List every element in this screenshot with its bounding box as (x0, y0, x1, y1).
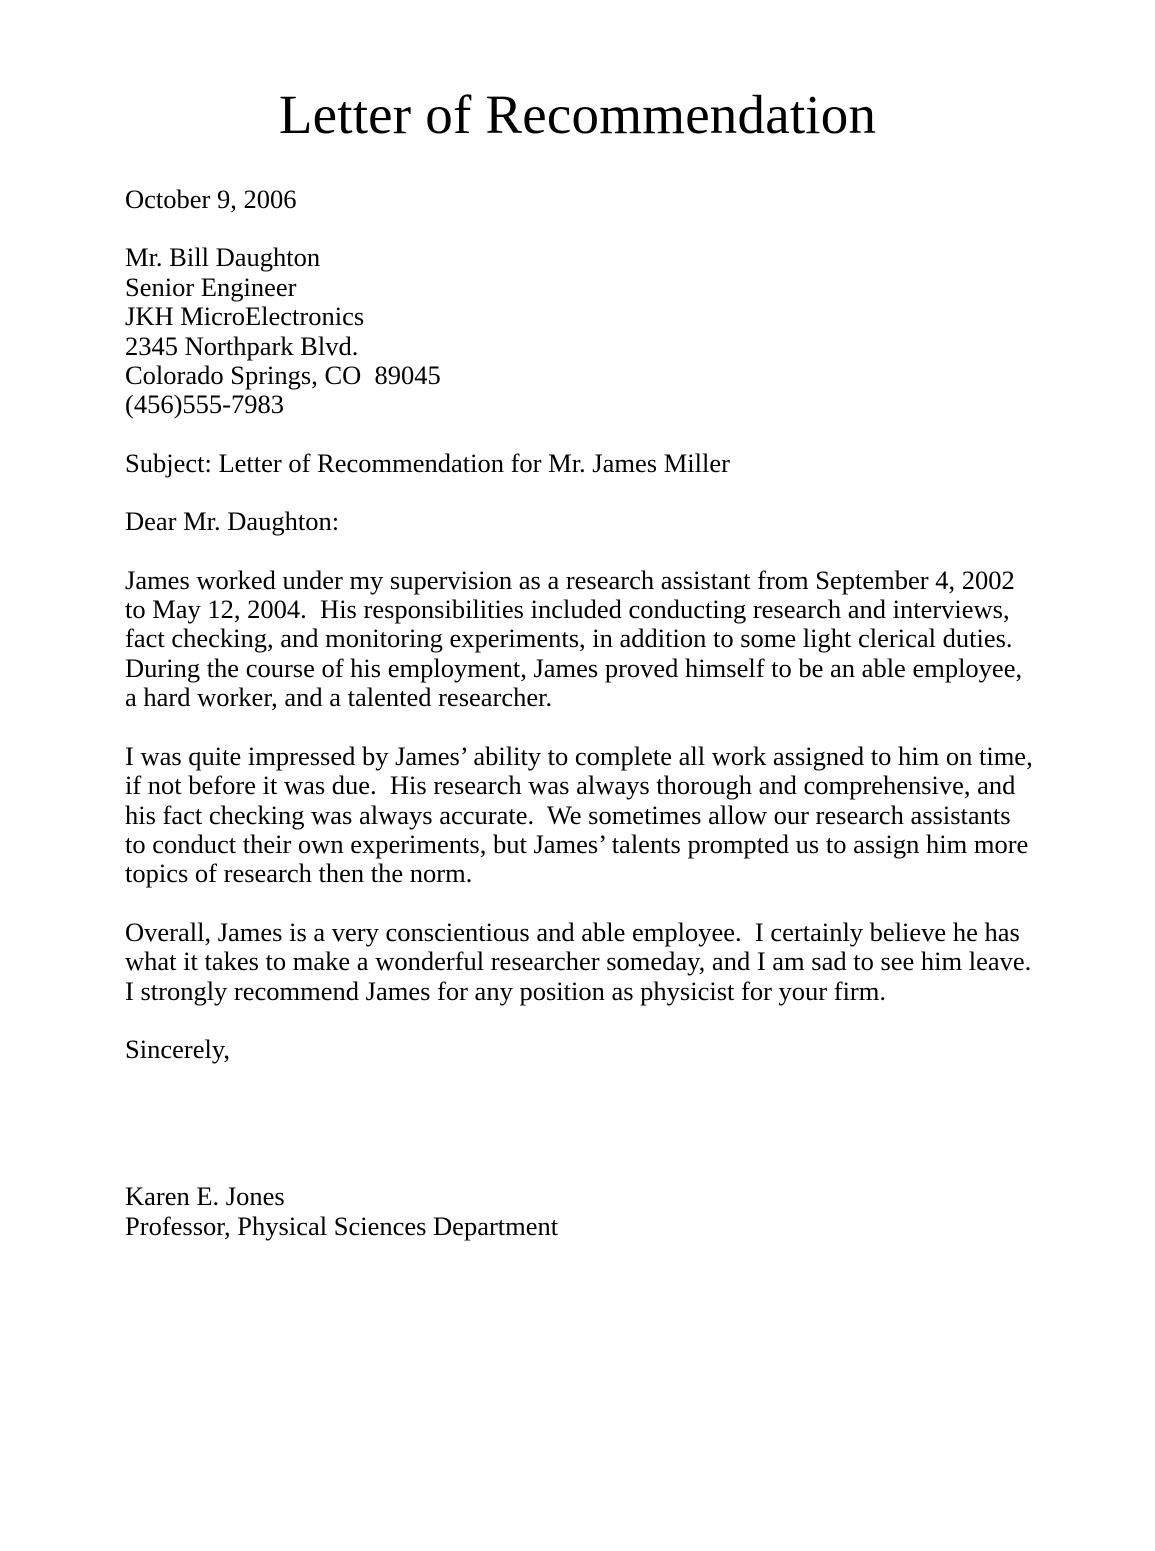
letter-date: October 9, 2006 (125, 184, 297, 214)
letter-content (125, 184, 1045, 1241)
body-paragraph-1: James worked under my supervision as a research assistant from September 4, 2002 to May 12, 2004. His responsibilities included conducting research and interviews, fact checking, and monitoring experiments, in addition to some light clerical duties. During the course of his employment, James proved himself to be an able employee, a hard worker, and a talented researcher. (125, 564, 1029, 713)
salutation: Dear Mr. Daughton: (125, 506, 340, 537)
recipient-company: JKH MicroElectronics (125, 301, 365, 332)
closing-salutation: Sincerely, (125, 1033, 230, 1064)
subject-line: Subject: Letter of Recommendation for Mr. James Miller (125, 447, 730, 478)
signer-name: Karen E. Jones (125, 1181, 285, 1212)
signature-space (125, 1064, 1035, 1182)
recipient-name: Mr. Bill Daughton (125, 242, 321, 273)
recipient-city-state-zip: Colorado Springs, CO 89045 (125, 360, 441, 391)
recipient-job-title: Senior Engineer (125, 271, 297, 302)
recipient-street: 2345 Northpark Blvd. (125, 330, 359, 361)
body-paragraph-3: Overall, James is a very conscientious and able employee. I certainly believe he has what it takes to make a wonderful researcher someday, and I am sad to see him leave. I strongly recommend James for any position as physicist for your firm. (125, 916, 1045, 1006)
body-paragraph-2: I was quite impressed by James’ ability to complete all work assigned to him on time, if not before it was due. His research was always thorough and comprehensive, and his fact checking was always accurate. We sometimes allow our research assistants to conduct their own experiments, but James’ talents prompted us to assign him more topics of research then the norm. (125, 740, 1040, 889)
page-title: Letter of Recommendation (278, 84, 877, 145)
signer-block (125, 1182, 1035, 1241)
signer-title: Professor, Physical Sciences Department (125, 1210, 559, 1241)
recipient-phone: (456)555-7983 (125, 389, 284, 420)
recipient-address-block (125, 243, 1035, 419)
